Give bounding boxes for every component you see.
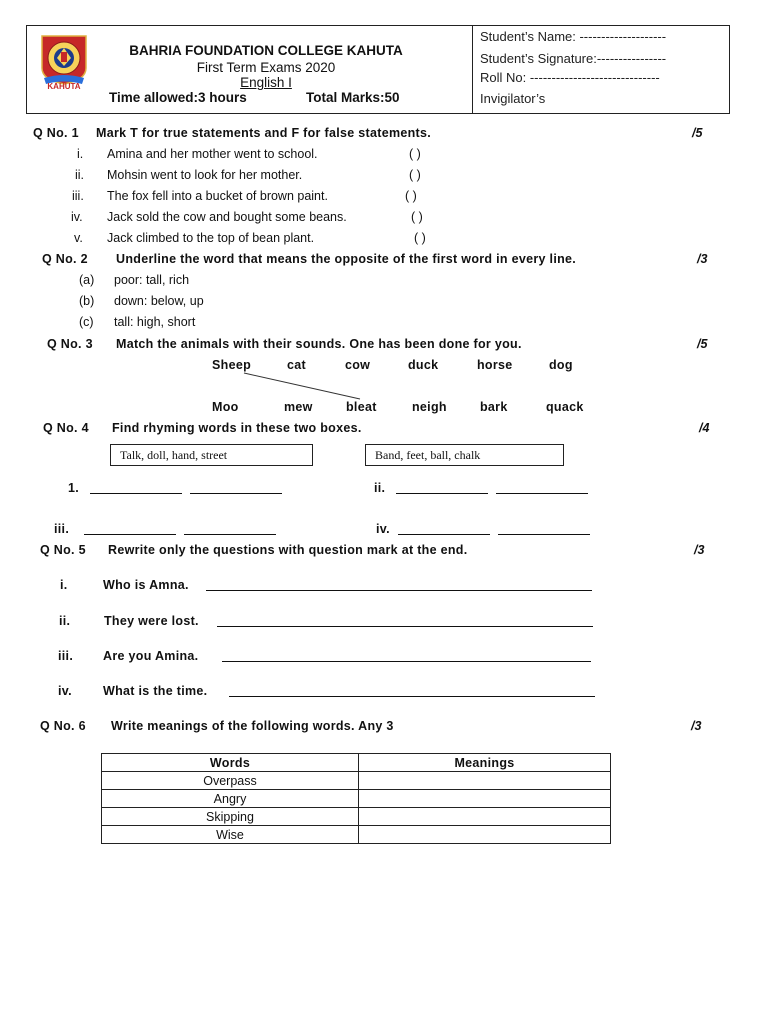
column-header-meanings: Meanings: [359, 754, 611, 772]
answer-line[interactable]: [398, 534, 490, 535]
rhyme-box-2: Band, feet, ball, chalk: [365, 444, 564, 466]
q1-item-num: ii.: [75, 168, 85, 182]
meaning-cell[interactable]: [359, 772, 611, 790]
q1-item-text: Mohsin went to look for her mother.: [107, 168, 303, 182]
q5-item-num: iii.: [58, 649, 74, 663]
animal-word[interactable]: duck: [408, 358, 439, 372]
exam-title: First Term Exams 2020: [196, 60, 336, 75]
q3-label: Q No. 3: [47, 337, 93, 351]
q4-answer-num: ii.: [374, 481, 386, 495]
q1-marks: /5: [692, 126, 703, 140]
q5-item-text: Are you Amina.: [103, 649, 199, 663]
animal-word[interactable]: horse: [477, 358, 513, 372]
q5-item-text: They were lost.: [104, 614, 199, 628]
q6-label: Q No. 6: [40, 719, 86, 733]
q6-instruction: Write meanings of the following words. Any 3: [111, 719, 394, 733]
q5-item-text: What is the time.: [103, 684, 208, 698]
q1-item-text: Jack sold the cow and bought some beans.: [107, 210, 347, 224]
time-allowed: Time allowed:3 hours: [109, 90, 247, 105]
q4-instruction: Find rhyming words in these two boxes.: [112, 421, 362, 435]
q1-answer-blank[interactable]: ( ): [409, 147, 421, 161]
answer-line[interactable]: [496, 493, 588, 494]
student-name-field[interactable]: Student’s Name: --------------------: [480, 29, 667, 44]
word-cell: Angry: [102, 790, 359, 808]
meaning-cell[interactable]: [359, 826, 611, 844]
q4-label: Q No. 4: [43, 421, 89, 435]
table-header-row: [102, 754, 611, 772]
q1-item-text: The fox fell into a bucket of brown paint.: [107, 189, 328, 203]
animal-word[interactable]: cow: [345, 358, 371, 372]
animal-word[interactable]: dog: [549, 358, 573, 372]
q5-item-num: i.: [60, 578, 68, 592]
q4-marks: /4: [699, 421, 710, 435]
answer-line[interactable]: [229, 696, 595, 697]
roll-no-field[interactable]: Roll No: ------------------------------: [480, 70, 660, 85]
q1-instruction: Mark T for true statements and F for false statements.: [96, 126, 432, 140]
q5-item-text: Who is Amna.: [103, 578, 189, 592]
rhyme-box-1: Talk, doll, hand, street: [110, 444, 313, 466]
q5-item-num: iv.: [58, 684, 72, 698]
college-name: BAHRIA FOUNDATION COLLEGE KAHUTA: [129, 43, 403, 58]
q6-marks: /3: [691, 719, 702, 733]
answer-line[interactable]: [396, 493, 488, 494]
q2-item-num: (b): [79, 294, 95, 308]
answer-line[interactable]: [206, 590, 592, 591]
q5-instruction: Rewrite only the questions with question mark at the end.: [108, 543, 468, 557]
word-cell: Overpass: [102, 772, 359, 790]
sound-word[interactable]: bleat: [346, 400, 377, 414]
q2-label: Q No. 2: [42, 252, 88, 266]
q2-item-text[interactable]: tall: high, short: [114, 315, 196, 329]
word-cell: Wise: [102, 826, 359, 844]
sound-word[interactable]: Moo: [212, 400, 239, 414]
table-row: [102, 772, 611, 790]
q1-item-num: v.: [74, 231, 83, 245]
q1-item-num: iv.: [71, 210, 83, 224]
q4-answer-num: iv.: [376, 522, 390, 536]
q5-marks: /3: [694, 543, 705, 557]
meaning-cell[interactable]: [359, 808, 611, 826]
q1-item-num: iii.: [72, 189, 84, 203]
q1-item-text: Amina and her mother went to school.: [107, 147, 318, 161]
meaning-cell[interactable]: [359, 790, 611, 808]
answer-line[interactable]: [84, 534, 176, 535]
q2-item-text[interactable]: poor: tall, rich: [114, 273, 190, 287]
sound-word[interactable]: neigh: [412, 400, 447, 414]
sound-word[interactable]: mew: [284, 400, 313, 414]
column-header-words: Words: [102, 754, 359, 772]
q3-instruction: Match the animals with their sounds. One has been done for you.: [116, 337, 522, 351]
logo-text: KAHUTA: [47, 82, 81, 91]
q5-label: Q No. 5: [40, 543, 86, 557]
q2-marks: /3: [697, 252, 708, 266]
student-signature-field[interactable]: Student’s Signature:----------------: [480, 51, 667, 66]
q2-item-num: (a): [79, 273, 95, 287]
answer-line[interactable]: [222, 661, 591, 662]
answer-line[interactable]: [190, 493, 282, 494]
word-cell: Skipping: [102, 808, 359, 826]
q5-item-num: ii.: [59, 614, 71, 628]
meanings-table: [101, 753, 611, 844]
q2-item-text[interactable]: down: below, up: [114, 294, 204, 308]
sound-word[interactable]: bark: [480, 400, 508, 414]
q1-answer-blank[interactable]: ( ): [414, 231, 426, 245]
q1-item-num: i.: [77, 147, 84, 161]
q1-answer-blank[interactable]: ( ): [411, 210, 423, 224]
q2-item-num: (c): [79, 315, 94, 329]
table-row: [102, 808, 611, 826]
total-marks: Total Marks:50: [306, 90, 400, 105]
q4-answer-num: 1.: [68, 481, 80, 495]
answer-line[interactable]: [217, 626, 593, 627]
q3-marks: /5: [697, 337, 708, 351]
table-row: [102, 826, 611, 844]
answer-line[interactable]: [498, 534, 590, 535]
q1-item-text: Jack climbed to the top of bean plant.: [107, 231, 315, 245]
invigilator-field[interactable]: Invigilator’s: [480, 91, 546, 106]
answer-line[interactable]: [90, 493, 182, 494]
q1-answer-blank[interactable]: ( ): [409, 168, 421, 182]
q1-label: Q No. 1: [33, 126, 79, 140]
q4-answer-num: iii.: [54, 522, 70, 536]
sound-word[interactable]: quack: [546, 400, 584, 414]
animal-word[interactable]: Sheep: [212, 358, 252, 372]
answer-line[interactable]: [184, 534, 276, 535]
animal-word[interactable]: cat: [287, 358, 306, 372]
table-row: [102, 790, 611, 808]
subject-name: English I: [240, 75, 292, 90]
q1-answer-blank[interactable]: ( ): [405, 189, 417, 203]
q2-instruction: Underline the word that means the opposite of the first word in every line.: [116, 252, 577, 266]
